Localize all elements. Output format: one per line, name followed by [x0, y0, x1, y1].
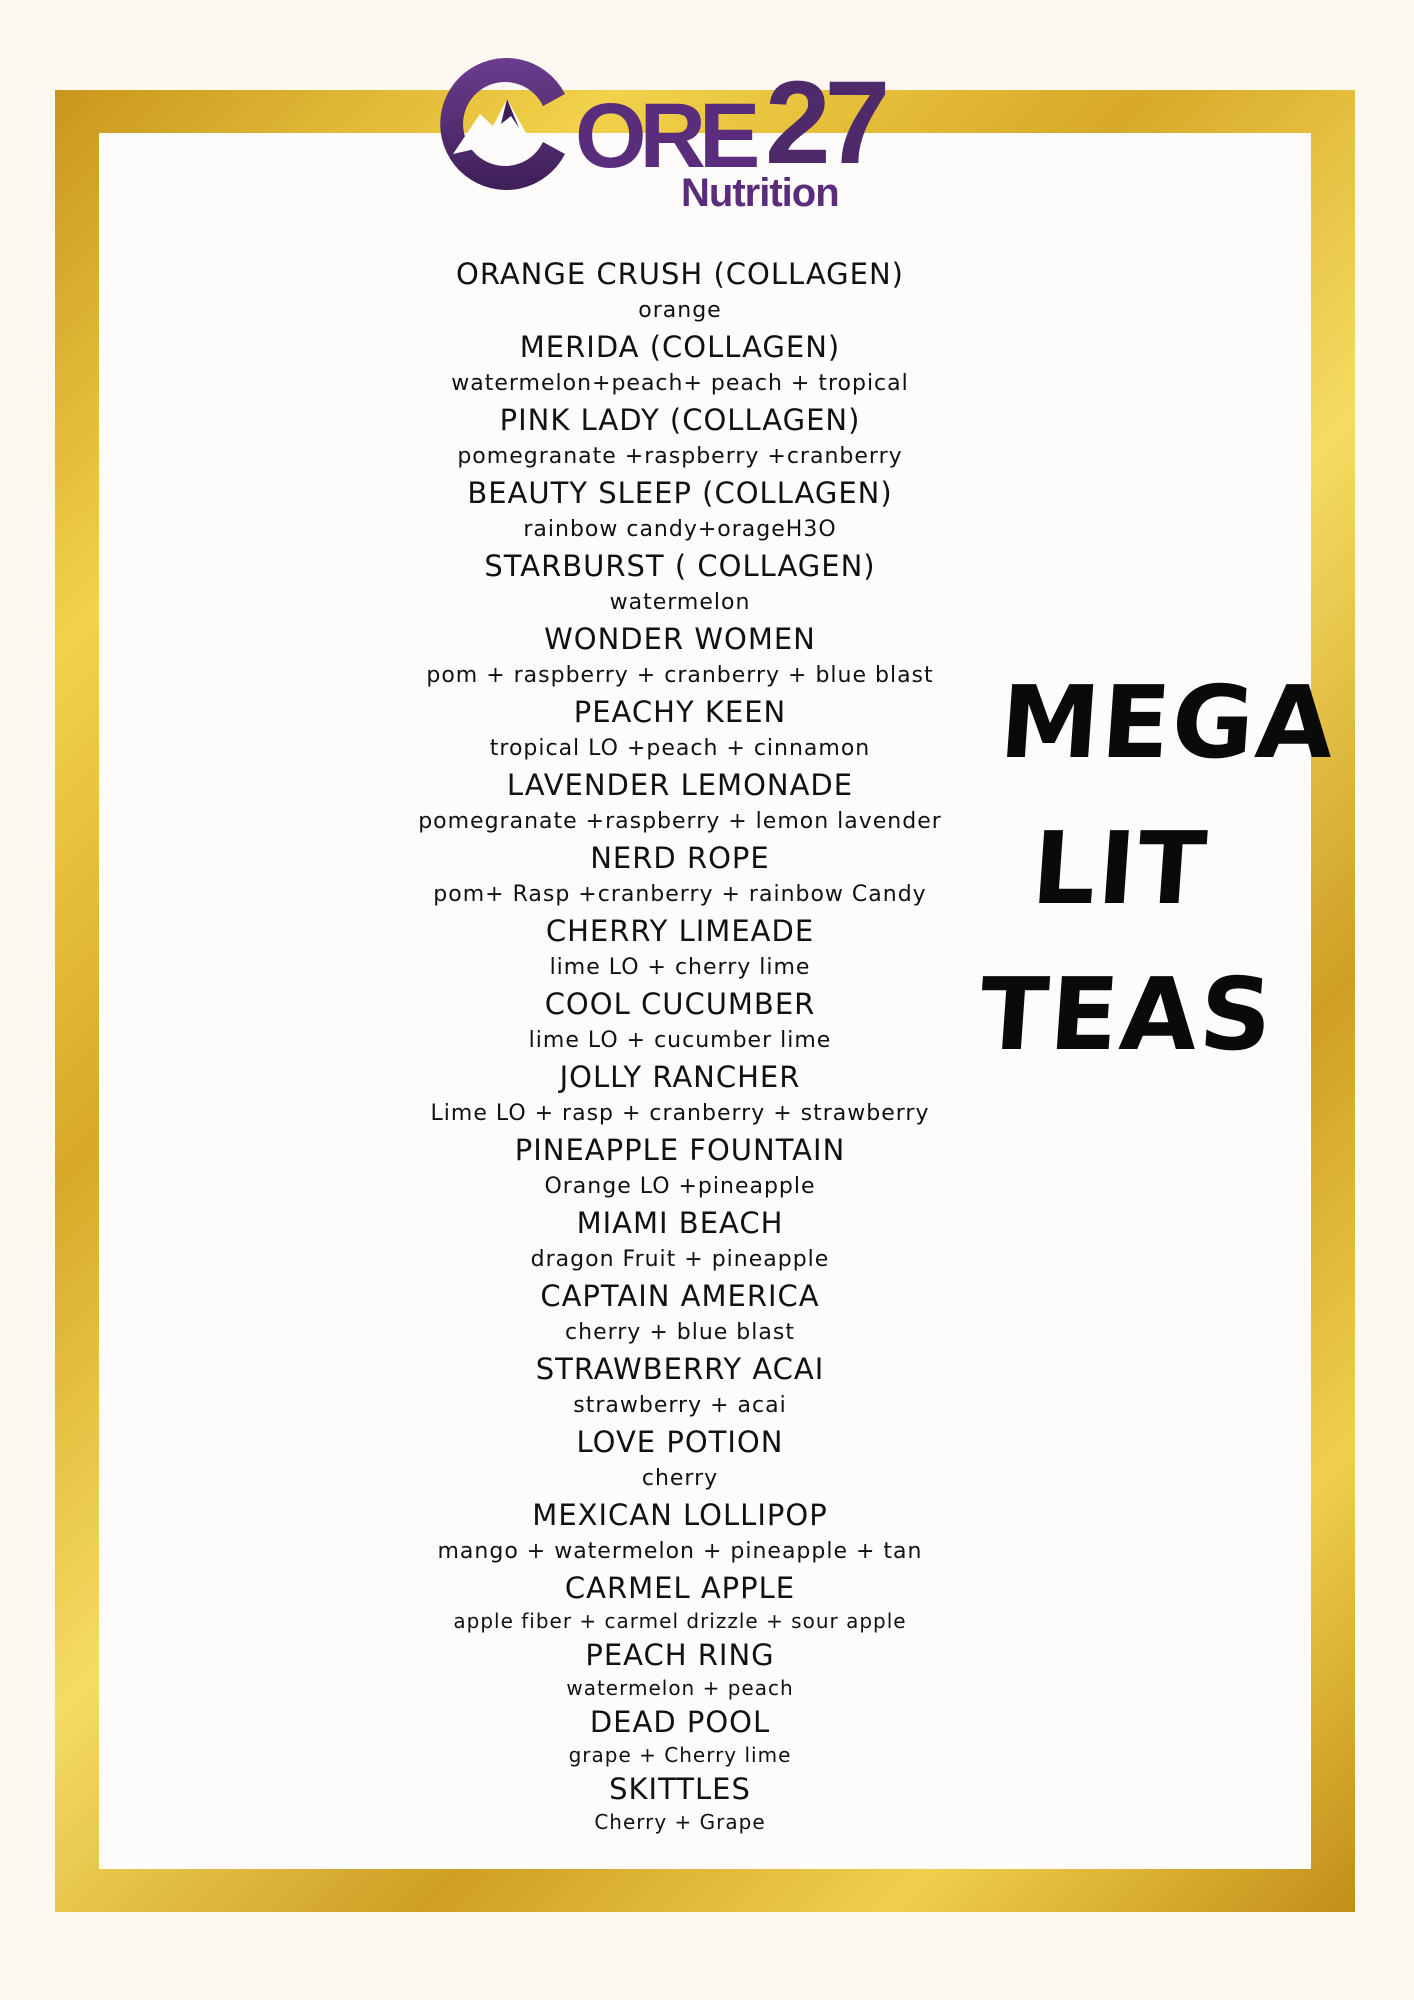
item-flavors: pom+ Rasp +cranberry + rainbow Candy	[433, 882, 927, 907]
item-name: PEACHY KEEN	[573, 695, 787, 729]
menu-item	[380, 255, 980, 328]
item-flavors: cherry	[641, 1466, 719, 1491]
logo-subtitle: Nutrition	[681, 171, 839, 215]
menu-item	[380, 1058, 980, 1131]
item-name: DEAD POOL	[589, 1705, 771, 1739]
menu-item	[380, 1277, 980, 1350]
item-flavors: watermelon	[609, 590, 751, 615]
item-name: NERD ROPE	[590, 841, 770, 875]
menu-item	[380, 1423, 980, 1496]
menu-item	[380, 474, 980, 547]
item-name: CARMEL APPLE	[564, 1571, 796, 1605]
menu-item	[380, 839, 980, 912]
item-flavors: cherry + blue blast	[565, 1320, 795, 1345]
core27-logo	[435, 50, 925, 225]
menu-item	[380, 912, 980, 985]
title-line-mega: MEGA	[996, 664, 1340, 781]
item-flavors: mango + watermelon + pineapple + tan	[437, 1539, 923, 1564]
item-flavors: lime LO + cucumber lime	[528, 1028, 832, 1053]
item-name: JOLLY RANCHER	[559, 1060, 801, 1094]
item-name: COOL CUCUMBER	[544, 987, 816, 1021]
item-name: MERIDA (COLLAGEN)	[519, 330, 841, 364]
item-name: PEACH RING	[585, 1638, 775, 1672]
item-flavors: pomegranate +raspberry + lemon lavender	[418, 809, 942, 834]
menu-item	[380, 328, 980, 401]
item-flavors: watermelon + peach	[566, 1676, 794, 1700]
item-flavors: dragon Fruit + pineapple	[530, 1247, 830, 1272]
mountain-icon	[435, 54, 575, 194]
item-name: STRAWBERRY ACAI	[535, 1352, 825, 1386]
title-line-teas: TEAS	[975, 956, 1278, 1073]
menu-item	[380, 985, 980, 1058]
logo-number: 27	[765, 57, 885, 189]
item-name: LAVENDER LEMONADE	[506, 768, 854, 802]
item-name: MIAMI BEACH	[576, 1206, 784, 1240]
menu-item	[380, 1131, 980, 1204]
menu-item	[380, 1770, 980, 1837]
item-flavors: rainbow candy+orageH3O	[523, 517, 837, 542]
item-flavors: orange	[638, 298, 722, 323]
menu-item	[380, 1496, 980, 1569]
item-name: BEAUTY SLEEP (COLLAGEN)	[467, 476, 893, 510]
menu-item	[380, 401, 980, 474]
menu-item	[380, 693, 980, 766]
menu-item	[380, 1703, 980, 1770]
menu-item	[380, 1636, 980, 1703]
menu-item	[380, 547, 980, 620]
item-name: PINEAPPLE FOUNTAIN	[514, 1133, 846, 1167]
menu-item	[380, 620, 980, 693]
item-name: PINK LADY (COLLAGEN)	[499, 403, 861, 437]
menu-item	[380, 1350, 980, 1423]
item-name: CHERRY LIMEADE	[545, 914, 815, 948]
item-flavors: watermelon+peach+ peach + tropical	[451, 371, 909, 396]
mega-lit-teas-title	[975, 650, 1340, 1088]
menu-item	[380, 766, 980, 839]
item-flavors: pom + raspberry + cranberry + blue blast	[426, 663, 934, 688]
item-name: SKITTLES	[609, 1772, 751, 1806]
menu-item	[380, 1569, 980, 1636]
item-flavors: apple fiber + carmel drizzle + sour apple	[453, 1609, 907, 1633]
item-name: ORANGE CRUSH (COLLAGEN)	[456, 257, 904, 291]
item-flavors: Lime LO + rasp + cranberry + strawberry	[430, 1101, 930, 1126]
item-name: CAPTAIN AMERICA	[540, 1279, 820, 1313]
item-flavors: Cherry + Grape	[594, 1810, 766, 1834]
item-flavors: pomegranate +raspberry +cranberry	[457, 444, 903, 469]
item-flavors: tropical LO +peach + cinnamon	[489, 736, 871, 761]
item-name: STARBURST ( COLLAGEN)	[484, 549, 876, 583]
title-line-lit: LIT	[1028, 810, 1212, 927]
item-flavors: grape + Cherry lime	[568, 1743, 792, 1767]
item-name: LOVE POTION	[576, 1425, 784, 1459]
item-flavors: lime LO + cherry lime	[549, 955, 811, 980]
item-name: WONDER WOMEN	[544, 622, 816, 656]
item-flavors: Orange LO +pineapple	[544, 1174, 816, 1199]
item-name: MEXICAN LOLLIPOP	[532, 1498, 828, 1532]
menu-item	[380, 1204, 980, 1277]
logo-wordmark: ORE	[575, 85, 754, 187]
item-flavors: strawberry + acai	[573, 1393, 787, 1418]
tea-menu-list	[380, 255, 980, 1837]
